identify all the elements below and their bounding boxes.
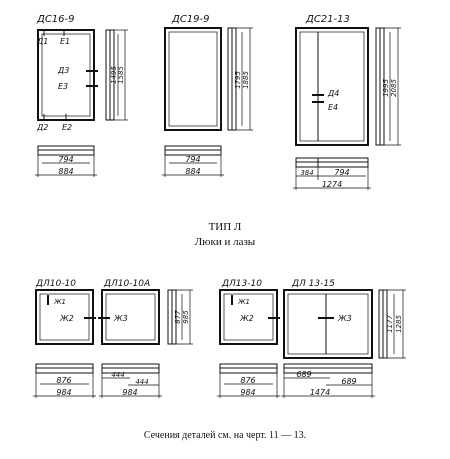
ds16-9-label-d3: Д3: [58, 66, 70, 75]
ds16-9-label-d1: Д1: [37, 37, 49, 46]
panel-dl13-10: [217, 279, 280, 398]
dl10-10a-label-zh3: Ж3: [114, 314, 128, 323]
dl10-10a-outer-frame: [102, 290, 159, 344]
dl13-10-label-zh2: Ж2: [240, 314, 254, 323]
dl10-10a-title: ДЛ10-10А: [104, 279, 151, 289]
ds21-13-label-e4: Е4: [328, 103, 339, 112]
ds21-13-height-outer: 2085: [390, 79, 398, 97]
ds21-13-height-inner: 1995: [382, 79, 390, 97]
ds19-9-title: ДС19-9: [172, 14, 210, 25]
dl13-15-outer-frame: [284, 290, 372, 358]
ds16-9-label-e2: Е2: [62, 123, 73, 132]
dl10-10-width-outer: 984: [56, 388, 72, 397]
panel-ds19-9: [162, 14, 253, 177]
ds21-13-outer-frame: [296, 28, 368, 145]
dl10-10-label-zh1: Ж1: [54, 298, 66, 306]
footnote: Сечения деталей см. на черт. 11 — 13.: [143, 430, 307, 441]
type-subheading: Люки и лазы: [194, 236, 256, 248]
dl13-10-width-outer: 984: [240, 388, 256, 397]
panel-dl13-15: [281, 279, 406, 398]
ds21-13-title: ДС21-13: [306, 14, 350, 25]
dl10-10a-width-a: 444: [111, 371, 125, 379]
dl10-10-width-inner: 876: [56, 376, 72, 385]
ds21-13-width-outer: 1274: [321, 180, 343, 189]
ds19-9-outer-frame: [165, 28, 221, 130]
dl13-10-label-zh1: Ж1: [238, 298, 250, 306]
ds21-13-width-left: 384: [300, 169, 314, 177]
dl13-15-label-zh3: Ж3: [338, 314, 352, 323]
panel-ds21-13: [293, 14, 401, 190]
dl13-15-width-outer: 1474: [309, 388, 331, 397]
dl13-10-width-inner: 876: [240, 376, 256, 385]
ds19-9-width-inner: 794: [185, 155, 201, 164]
ds21-13-label-d4: Д4: [328, 89, 340, 98]
ds21-13-inner-frame: [300, 32, 364, 141]
dl10-10a-width-b: 444: [135, 378, 149, 386]
ds16-9-title: ДС16-9: [37, 14, 75, 25]
ds16-9-label-e3: Е3: [58, 82, 69, 91]
ds21-13-width-right: 794: [334, 168, 350, 177]
ds19-9-height-inner: 1795: [234, 71, 242, 89]
ds16-9-width-inner: 794: [58, 155, 74, 164]
ds19-9-inner-frame: [169, 32, 217, 126]
type-heading: ТИП Л: [208, 221, 242, 233]
ds16-9-width-outer: 884: [58, 167, 74, 176]
dl10-10a-height-outer: 985: [182, 310, 190, 324]
ds19-9-width-outer: 884: [185, 167, 201, 176]
ds16-9-height-outer: 1585: [117, 66, 125, 84]
ds16-9-inner-frame: [42, 34, 90, 116]
panel-ds16-9: [35, 14, 128, 177]
panel-dl10-10: [33, 279, 96, 398]
ds16-9-label-d2: Д2: [37, 123, 49, 132]
dl10-10a-width-outer: 984: [122, 388, 138, 397]
ds19-9-height-outer: 1885: [242, 71, 250, 89]
dl13-15-height-inner: 1177: [386, 315, 394, 333]
dl13-15-width-a: 689: [296, 370, 312, 379]
dl13-15-inner-frame: [288, 294, 368, 354]
dl10-10-label-zh2: Ж2: [60, 314, 74, 323]
dl13-15-width-b: 689: [341, 377, 357, 386]
dl10-10-title: ДЛ10-10: [36, 279, 76, 289]
dl10-10a-height-inner: 877: [174, 310, 182, 324]
dl13-10-title: ДЛ13-10: [222, 279, 262, 289]
ds16-9-label-e1: Е1: [60, 37, 71, 46]
panel-dl10-10a: [98, 279, 193, 398]
dl13-15-height-outer: 1285: [395, 315, 403, 333]
ds16-9-height-inner: 1495: [110, 66, 118, 84]
dl13-15-title: ДЛ 13-15: [292, 279, 335, 289]
